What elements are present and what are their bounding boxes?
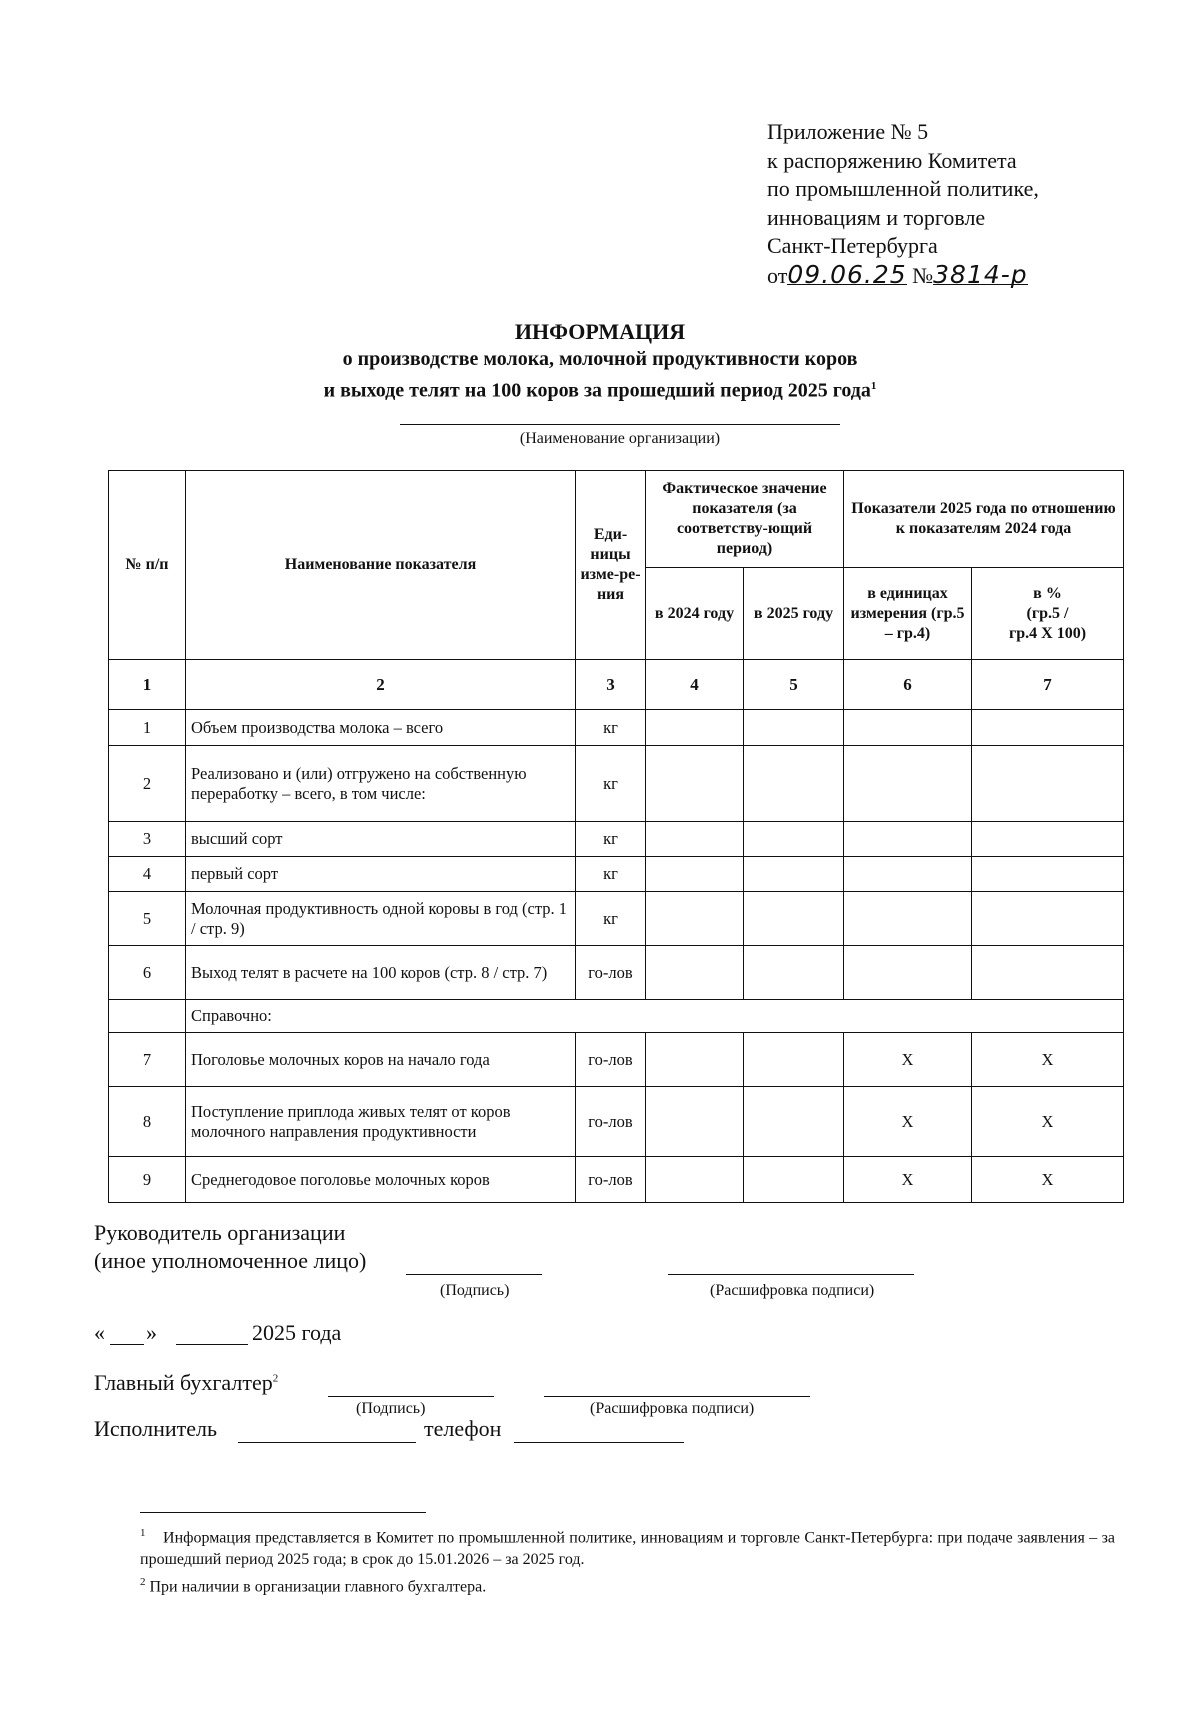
- appendix-line: по промышленной политике,: [767, 176, 1039, 201]
- col-number: 5: [744, 660, 844, 710]
- appendix-block: [767, 118, 1039, 290]
- col-number: 1: [109, 660, 186, 710]
- date-prefix: от: [767, 262, 788, 288]
- appendix-date-number: [767, 261, 1039, 291]
- head-decode-line[interactable]: [668, 1274, 914, 1275]
- signature-caption: (Подпись): [440, 1282, 510, 1299]
- document-title: [0, 318, 1200, 405]
- footnotes: [140, 1522, 1115, 1599]
- row-unit: го-лов: [576, 946, 646, 1000]
- cell-percent: X: [972, 1033, 1124, 1087]
- cell-percent[interactable]: [972, 746, 1124, 822]
- day-line[interactable]: [110, 1344, 144, 1345]
- cell-2024[interactable]: [646, 822, 744, 857]
- reference-label: Справочно:: [186, 1000, 1124, 1033]
- signature-caption: (Подпись): [356, 1400, 426, 1417]
- title-subtitle-1: о производстве молока, молочной продуктивности коров: [342, 348, 858, 370]
- executor-line[interactable]: [238, 1442, 416, 1443]
- title-subtitle-2: и выходе телят на 100 коров за прошедший период 2025 года$^1$: [323, 379, 877, 402]
- header-name: Наименование показателя: [186, 471, 576, 660]
- row-unit: кг: [576, 857, 646, 892]
- row-name: Реализовано и (или) отгружено на собственную переработку – всего, в том числе:: [186, 746, 576, 822]
- decode-caption: (Расшифровка подписи): [590, 1400, 755, 1417]
- cell-2025[interactable]: [744, 946, 844, 1000]
- cell-units-diff: X: [844, 1087, 972, 1157]
- cell-2025[interactable]: [744, 822, 844, 857]
- row-name: Среднегодовое поголовье молочных коров: [186, 1157, 576, 1203]
- row-unit: кг: [576, 822, 646, 857]
- footnote-2: $^2$ При наличии в организации главного бухгалтера.: [140, 1576, 487, 1596]
- table-row: [109, 1087, 1124, 1157]
- cell-2024[interactable]: [646, 1087, 744, 1157]
- row-number: 3: [109, 822, 186, 857]
- cell-units-diff[interactable]: [844, 892, 972, 946]
- row-unit: го-лов: [576, 1033, 646, 1087]
- row-number: 1: [109, 710, 186, 746]
- cell-percent[interactable]: [972, 822, 1124, 857]
- chief-decode-line[interactable]: [544, 1396, 810, 1397]
- executor-label: Исполнитель: [94, 1416, 218, 1441]
- cell-2024[interactable]: [646, 1157, 744, 1203]
- date-open-quote: «: [94, 1320, 105, 1345]
- table-row: [109, 857, 1124, 892]
- cell-2025[interactable]: [744, 1157, 844, 1203]
- appendix-line: к распоряжению Комитета: [767, 147, 1017, 173]
- row-number: 6: [109, 946, 186, 1000]
- number-prefix: №: [912, 262, 934, 288]
- table-row: [109, 1157, 1124, 1203]
- row-number: 8: [109, 1087, 186, 1157]
- cell-2025[interactable]: [744, 892, 844, 946]
- year-text: 2025 года: [252, 1320, 342, 1345]
- title-main: ИНФОРМАЦИЯ: [514, 319, 686, 344]
- appendix-line: Санкт-Петербурга: [767, 233, 938, 258]
- table-row: [109, 1033, 1124, 1087]
- row-name: Молочная продуктивность одной коровы в год (стр. 1 / стр. 9): [186, 892, 576, 946]
- footnote-1: $^1$ Информация представляется в Комитет по промышленной политике, инновациям и торговле Санкт-Петербурга: при подаче заявления – за прошедший период 2025 года; в срок до 15.01.2026 – за 2025 год.: [140, 1527, 1116, 1569]
- organization-caption: (Наименование организации): [519, 430, 721, 447]
- cell-percent[interactable]: [972, 892, 1124, 946]
- cell-2024[interactable]: [646, 1033, 744, 1087]
- cell-2024[interactable]: [646, 946, 744, 1000]
- cell-2024[interactable]: [646, 857, 744, 892]
- month-line[interactable]: [176, 1344, 248, 1345]
- table-row: [109, 746, 1124, 822]
- footnote-separator: [140, 1512, 426, 1513]
- head-label-2: (иное уполномоченное лицо): [94, 1248, 367, 1273]
- appendix-line: Приложение № 5: [767, 119, 929, 144]
- col-number: 2: [186, 660, 576, 710]
- row-number: 9: [109, 1157, 186, 1203]
- row-unit: кг: [576, 710, 646, 746]
- head-label-1: Руководитель организации: [94, 1220, 346, 1245]
- table-row: [109, 946, 1124, 1000]
- row-unit: го-лов: [576, 1157, 646, 1203]
- row-unit: го-лов: [576, 1087, 646, 1157]
- col-number: 3: [576, 660, 646, 710]
- phone-label: телефон: [424, 1416, 502, 1441]
- row-number: 2: [109, 746, 186, 822]
- footnote-ref-2: 2: [272, 1372, 279, 1385]
- row-name: Поголовье молочных коров на начало года: [186, 1033, 576, 1087]
- phone-line[interactable]: [514, 1442, 684, 1443]
- col-number: 6: [844, 660, 972, 710]
- row-name: Поступление приплода живых телят от коров молочного направления продуктивности: [186, 1087, 576, 1157]
- indicators-table: [108, 470, 1124, 1203]
- cell-units-diff[interactable]: [844, 946, 972, 1000]
- row-name: высший сорт: [186, 822, 576, 857]
- cell-units-diff[interactable]: [844, 822, 972, 857]
- row-number: 4: [109, 857, 186, 892]
- header-units-diff: в единицах измерения (гр.5 – гр.4): [844, 568, 972, 660]
- cell-2024[interactable]: [646, 710, 744, 746]
- table-row: [109, 822, 1124, 857]
- date-close-quote: »: [146, 1320, 157, 1345]
- row-name: Выход телят в расчете на 100 коров (стр. 8 / стр. 7): [186, 946, 576, 1000]
- handwritten-date: 09.06.25: [787, 259, 907, 289]
- cell-percent: X: [972, 1087, 1124, 1157]
- cell-percent[interactable]: [972, 857, 1124, 892]
- header-ratio: Показатели 2025 года по отношению к показателям 2024 года: [844, 471, 1124, 568]
- cell-percent[interactable]: [972, 946, 1124, 1000]
- cell-units-diff[interactable]: [844, 746, 972, 822]
- row-unit: кг: [576, 892, 646, 946]
- cell-2025[interactable]: [744, 1087, 844, 1157]
- header-unit: Еди-ницы изме-ре-ния: [576, 471, 646, 660]
- cell-2024[interactable]: [646, 746, 744, 822]
- col-number: 7: [972, 660, 1124, 710]
- cell-2025[interactable]: [744, 857, 844, 892]
- chief-accountant-label: Главный бухгалтер$^2$: [94, 1370, 279, 1395]
- col-number: 4: [646, 660, 744, 710]
- chief-signature-line[interactable]: [328, 1396, 494, 1397]
- table-row: [109, 710, 1124, 746]
- header-2024: в 2024 году: [646, 568, 744, 660]
- cell-2024[interactable]: [646, 892, 744, 946]
- cell-percent[interactable]: [972, 710, 1124, 746]
- appendix-line: инновациям и торговле: [767, 204, 986, 230]
- cell-2025[interactable]: [744, 710, 844, 746]
- cell-2025[interactable]: [744, 1033, 844, 1087]
- cell-units-diff[interactable]: [844, 710, 972, 746]
- reference-row: [109, 1000, 1124, 1033]
- header-percent: в % (гр.5 / гр.4 X 100): [972, 568, 1124, 660]
- row-number: 5: [109, 892, 186, 946]
- row-number: 7: [109, 1033, 186, 1087]
- footnote-ref-1: 1: [870, 380, 877, 392]
- handwritten-number: 3814-р: [933, 259, 1028, 289]
- row-name: первый сорт: [186, 857, 576, 892]
- cell-percent: X: [972, 1157, 1124, 1203]
- row-name: Объем производства молока – всего: [186, 710, 576, 746]
- table-row: [109, 892, 1124, 946]
- cell-units-diff: X: [844, 1157, 972, 1203]
- cell-units-diff[interactable]: [844, 857, 972, 892]
- head-signature-line[interactable]: [406, 1274, 542, 1275]
- cell-2025[interactable]: [744, 746, 844, 822]
- organization-name-line: [400, 424, 840, 425]
- row-number: [109, 1000, 186, 1033]
- row-unit: кг: [576, 746, 646, 822]
- header-num: № п/п: [109, 471, 186, 660]
- header-fact: Фактическое значение показателя (за соответству-ющий период): [646, 471, 844, 568]
- header-2025: в 2025 году: [744, 568, 844, 660]
- column-numbers-row: [109, 660, 1124, 710]
- cell-units-diff: X: [844, 1033, 972, 1087]
- decode-caption: (Расшифровка подписи): [710, 1282, 875, 1299]
